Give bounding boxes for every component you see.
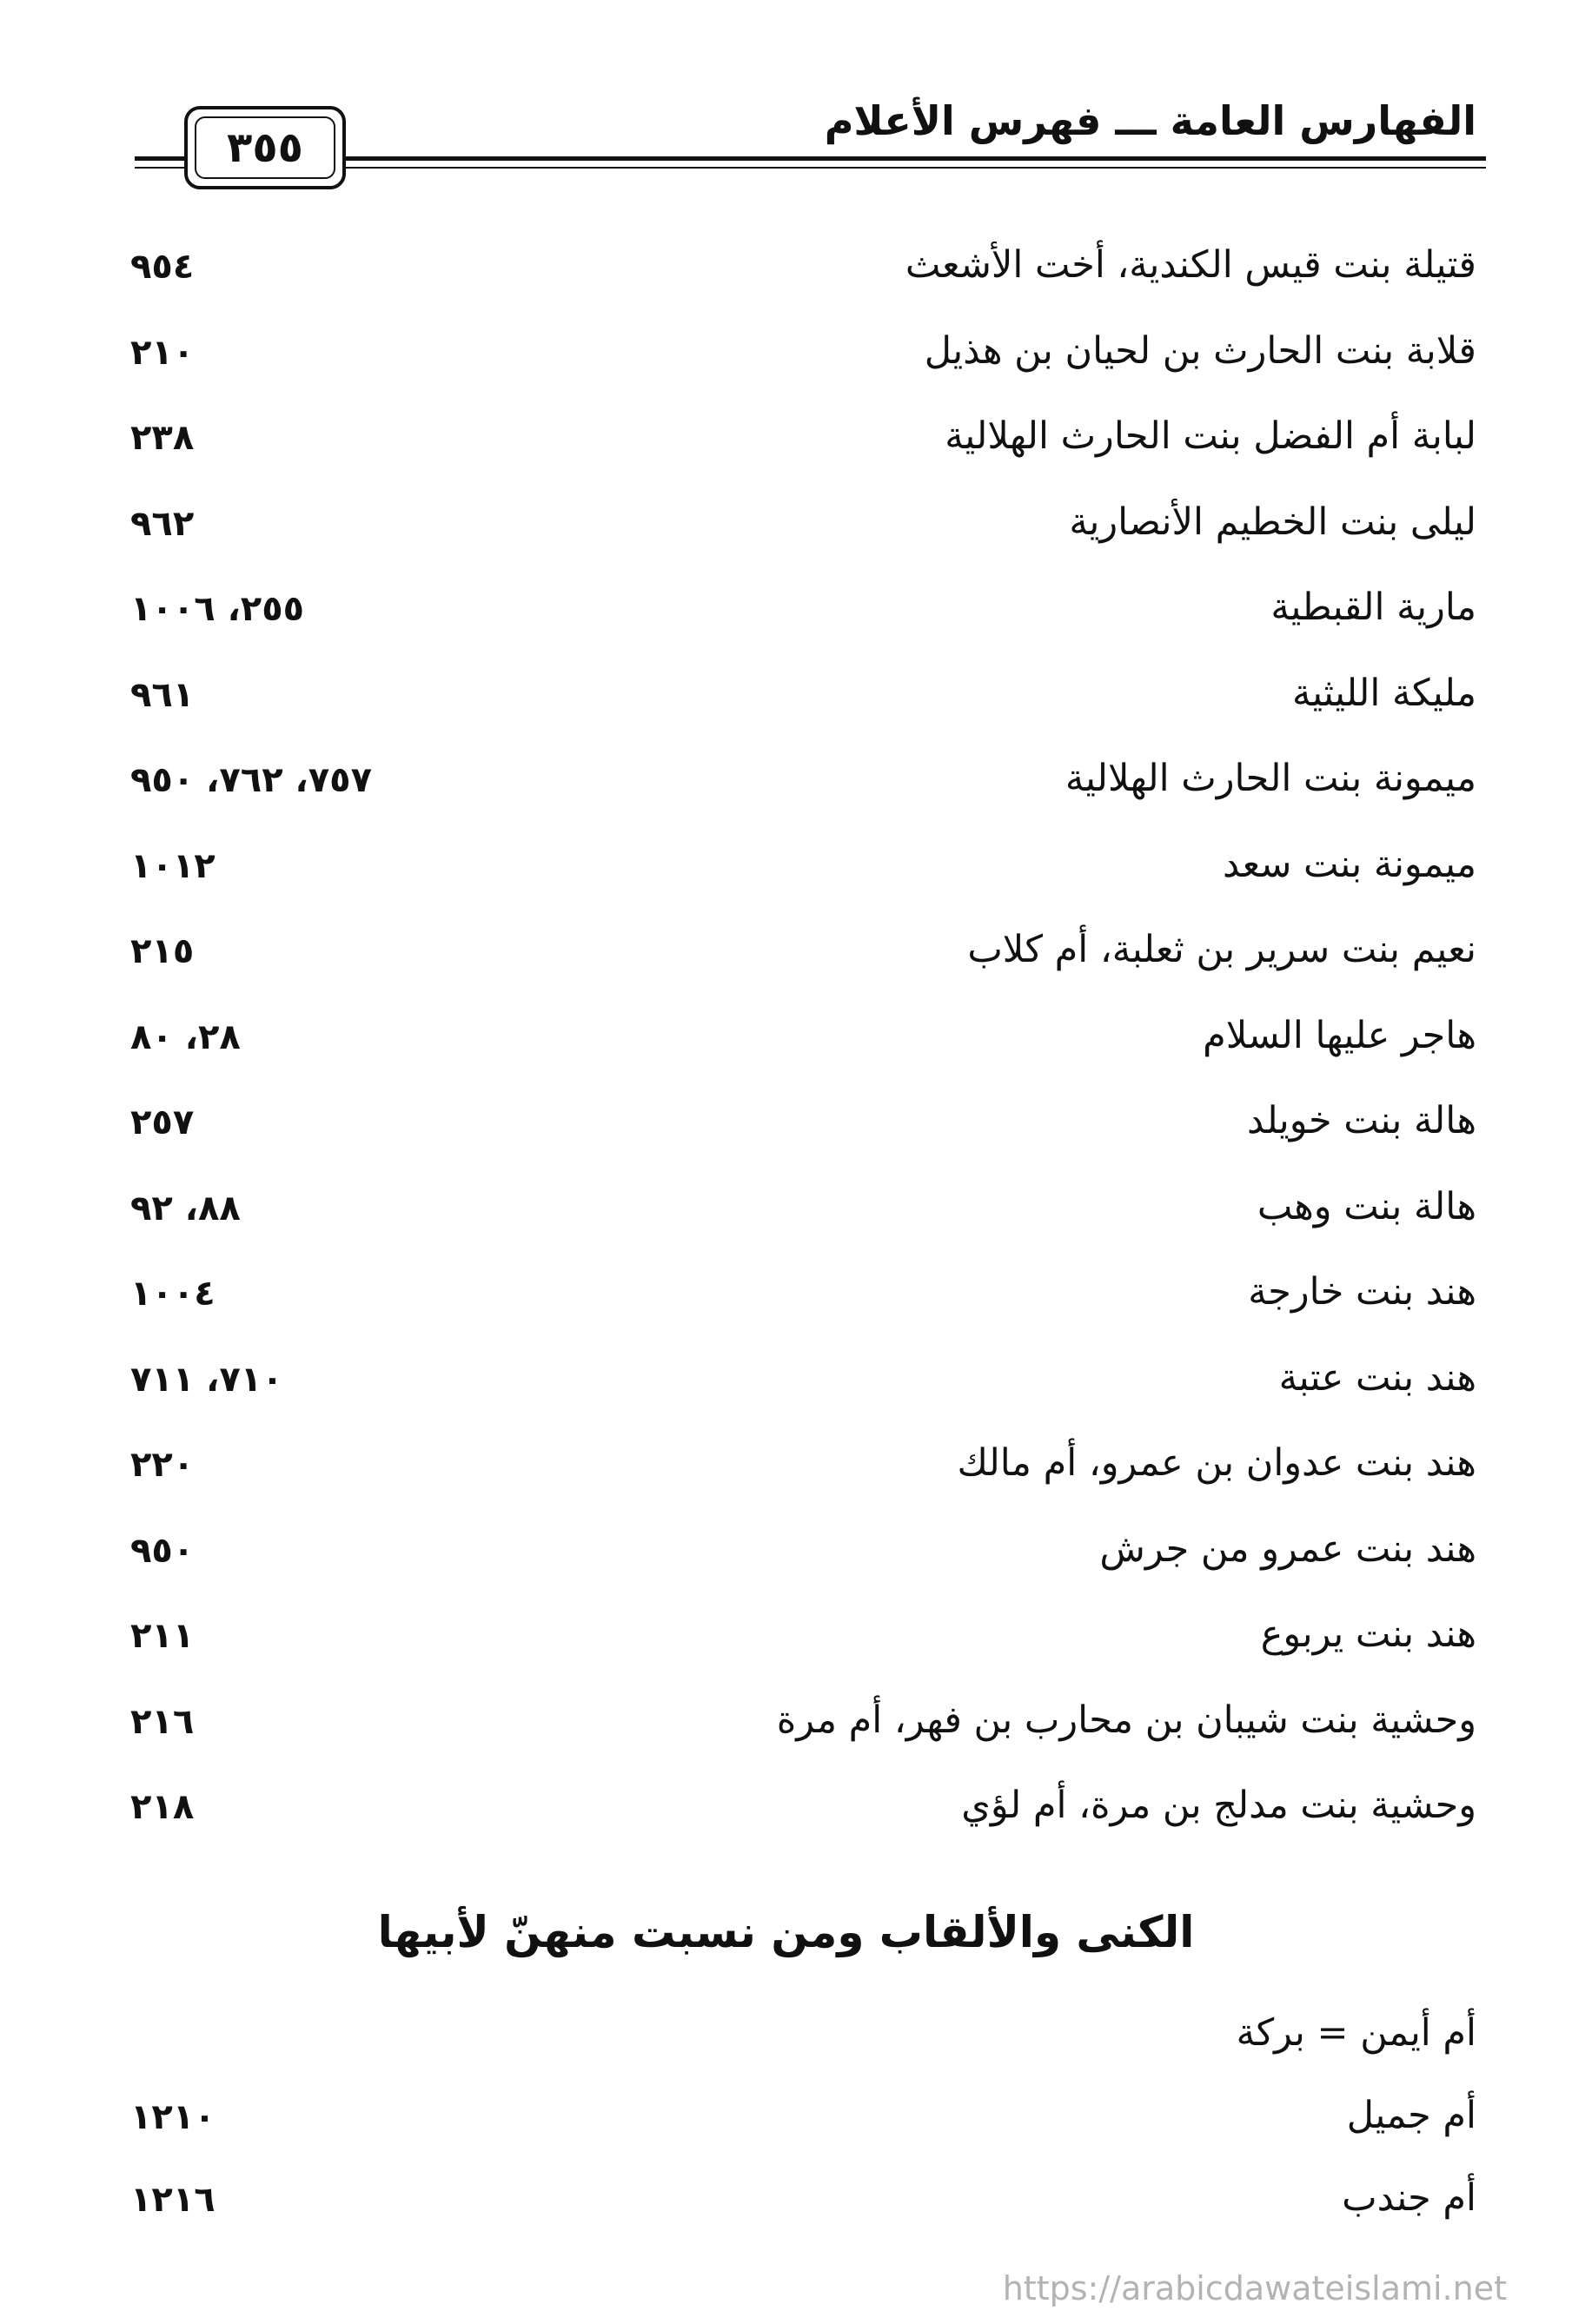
entry-name: قتيلة بنت قيس الكندية، أخت الأشعث: [905, 243, 1476, 287]
index-entry: [130, 1604, 1476, 1690]
entry-name: نعيم بنت سرير بن ثعلبة، أم كلاب: [967, 928, 1476, 971]
index-entry: [130, 406, 1476, 492]
index-entry: [130, 577, 1476, 663]
entry-name: مارية القبطية: [1270, 586, 1476, 629]
entry-pages: ٢٥٥، ١٠٠٦: [130, 589, 305, 629]
entry-pages: ١٠١٢: [130, 845, 216, 886]
entry-name: أم جميل: [1346, 2094, 1476, 2137]
section-heading: الكنى والألقاب ومن نسبت منهنّ لأبيها: [377, 1907, 1195, 1957]
entry-name: هند بنت خارجة: [1248, 1270, 1476, 1314]
entry-pages: ٧١٠، ٧١١: [130, 1359, 283, 1400]
entry-name: هالة بنت خويلد: [1246, 1099, 1476, 1142]
section-entries-list: [130, 2003, 1476, 2250]
entry-name: هالة بنت وهب: [1257, 1184, 1476, 1228]
entry-pages: ١٢١٦: [130, 2180, 216, 2220]
entry-pages: ٢١١: [130, 1616, 195, 1656]
entry-name: قلابة بنت الحارث بن لحيان بن هذيل: [924, 328, 1476, 373]
page-number-frame: [184, 106, 346, 189]
entry-name: وحشية بنت مدلج بن مرة، أم لؤي: [961, 1784, 1476, 1827]
entry-pages: ٩٥٠: [130, 1530, 195, 1571]
entry-pages: ١٢١٠: [130, 2097, 216, 2137]
entry-pages: ٢٣٨: [130, 418, 195, 458]
entry-pages: ٢٥٧: [130, 1102, 195, 1142]
entry-pages: ٩٦١: [130, 674, 195, 715]
entry-pages: ٢٨، ٨٠: [130, 1016, 241, 1057]
entry-name: ميمونة بنت سعد: [1223, 842, 1476, 886]
entry-name: مليكة الليثية: [1292, 671, 1476, 715]
entry-name: هند بنت عدوان بن عمرو، أم مالك: [957, 1441, 1476, 1485]
entry-name: هند بنت يربوع: [1260, 1612, 1476, 1656]
index-entry: [130, 748, 1476, 834]
entry-pages: ٧٥٧، ٧٦٢، ٩٥٠: [130, 760, 372, 800]
page-number: ٣٥٥: [195, 116, 335, 179]
entry-pages: ٩٥٤: [130, 247, 195, 287]
entry-name: أم أيمن = بركة: [1236, 2011, 1476, 2055]
entry-pages: ٩٦٢: [130, 503, 195, 544]
index-entry: [130, 834, 1476, 920]
entry-pages: ٢١٦: [130, 1701, 195, 1742]
index-entries-list: [130, 235, 1476, 1861]
entry-pages: ٢١٨: [130, 1787, 195, 1827]
entry-pages: ٢٢٠: [130, 1445, 195, 1485]
entry-name: هاجر عليها السلام: [1203, 1013, 1476, 1057]
index-entry: [130, 1090, 1476, 1176]
entry-pages: ١٠٠٤: [130, 1274, 216, 1314]
index-entry: [130, 321, 1476, 407]
entry-name: هند بنت عتبة: [1278, 1355, 1476, 1400]
entry-name: أم جندب: [1342, 2176, 1476, 2220]
entry-name: ليلى بنت الخطيم الأنصارية: [1069, 500, 1476, 544]
index-entry: [130, 1261, 1476, 1347]
index-entry: [130, 1433, 1476, 1519]
entry-pages: ٢١٥: [130, 931, 195, 971]
index-entry: [130, 492, 1476, 578]
running-header-title: الفهارس العامة ـــ فهرس الأعلام: [824, 97, 1476, 144]
index-entry: [130, 663, 1476, 749]
index-entry: [130, 1176, 1476, 1262]
index-entry: [130, 235, 1476, 321]
index-entry: [130, 1005, 1476, 1091]
entry-pages: ٨٨، ٩٢: [130, 1188, 241, 1228]
index-entry: [130, 919, 1476, 1005]
entry-name: لبابة أم الفضل بنت الحارث الهلالية: [945, 414, 1476, 458]
entry-pages: ٢١٠: [130, 332, 195, 373]
entry-name: ميمونة بنت الحارث الهلالية: [1065, 757, 1476, 800]
index-entry: [130, 2003, 1476, 2085]
watermark-url: https://arabicdawateislami.net: [1002, 2269, 1507, 2307]
entry-name: وحشية بنت شيبان بن محارب بن فهر، أم مرة: [776, 1698, 1476, 1742]
index-entry: [130, 1690, 1476, 1776]
entry-name: هند بنت عمرو من جرش: [1099, 1526, 1476, 1571]
index-entry: [130, 1347, 1476, 1433]
index-entry: [130, 1519, 1476, 1605]
index-entry: [130, 1775, 1476, 1861]
index-entry: [130, 2085, 1476, 2168]
index-entry: [130, 2168, 1476, 2250]
